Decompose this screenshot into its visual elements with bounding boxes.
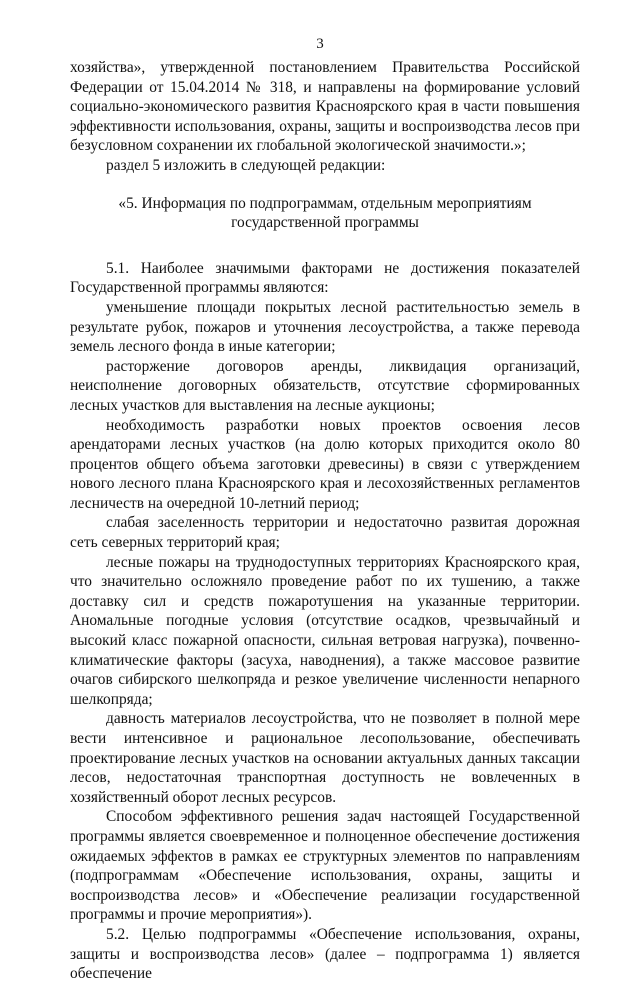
page-number: 3 (316, 36, 324, 52)
paragraph-5-2-goal: 5.2. Целью подпрограммы «Обеспечение использования, охраны, защиты и воспроизводства лесов» (далее – подпрограмма 1) является обеспечение (70, 925, 580, 983)
paragraph-factor-low-population: слабая заселенность территории и недостаточно развитая дорожная сеть северных территорий края; (70, 514, 580, 552)
paragraph-5-1-intro: 5.1. Наиболее значимыми факторами не достижения показателей Государственной программы являются: (70, 259, 580, 297)
paragraph-factor-new-projects: необходимость разработки новых проектов освоения лесов арендаторами лесных участков (на долю которых приходится около 80 процентов общего объема заготовки древесины) в связи с утверждением нового лесного плана Красноярского края и лесохозяйственных регламентов лесничеств на очередной 10-летний период; (70, 416, 580, 512)
paragraph-factor-forest-fires: лесные пожары на труднодоступных территориях Красноярского края, что значительно осложняло проведение работ по их тушению, а также доставку сил и средств пожаротушения на указанные территории. Аномальные погодные условия (отсутствие осадков, чрезвычайный и высокий класс пожарной опасности, сильная ветровая нагрузка), почвенно-климатические факторы (засуха, наводнения), а также массовое развитие очагов сибирского шелкопряда и резкое увеличение численности непарного шелкопряда; (70, 553, 580, 708)
paragraph-section-instruction: раздел 5 изложить в следующей редакции: (106, 156, 386, 174)
section-heading (70, 194, 580, 233)
document-body (70, 58, 580, 984)
paragraph-continuation: хозяйства», утвержденной постановлением Правительства Российской Федерации от 15.04.2014 № 318, и направлены на формирование условий социально-экономического развития Красноярского края в части повышения эффективности использования, охраны, защиты и воспроизводства лесов при безусловном сохранении их глобальной экологической значимости.»; (70, 59, 580, 155)
paragraph-solution-method: Способом эффективного решения задач настоящей Государственной программы является своевременное и полноценное обеспечение достижения ожидаемых эффектов в рамках ее структурных элементов по направлениям (подпрограммам «Обеспечение использования, охраны, защиты и воспроизводства лесов» и «Обеспечение реализации государственной программы и прочие мероприятия»). (70, 808, 580, 924)
paragraph-factor-lease-termination: расторжение договоров аренды, ликвидация организаций, неисполнение договорных обязательств, отсутствие сформированных лесных участков для выставления на лесные аукционы; (70, 357, 580, 414)
paragraph-factor-outdated-materials: давность материалов лесоустройства, что не позволяет в полной мере вести интенсивное и рациональное лесопользование, обеспечивать проектирование лесных участков на основании актуальных данных таксации лесов, недостаточная транспортная доступность не вовлеченных в хозяйственный оборот лесных ресурсов. (70, 710, 580, 806)
paragraph-factor-area-decrease: уменьшение площади покрытых лесной растительностью земель в результате рубок, пожаров и уточнения лесоустройства, а также перевода земель лесного фонда в иные категории; (70, 298, 580, 356)
section-heading-line-2: государственной программы (231, 214, 419, 232)
section-heading-line-1: «5. Информация по подпрограммам, отдельным мероприятиям (118, 194, 532, 212)
